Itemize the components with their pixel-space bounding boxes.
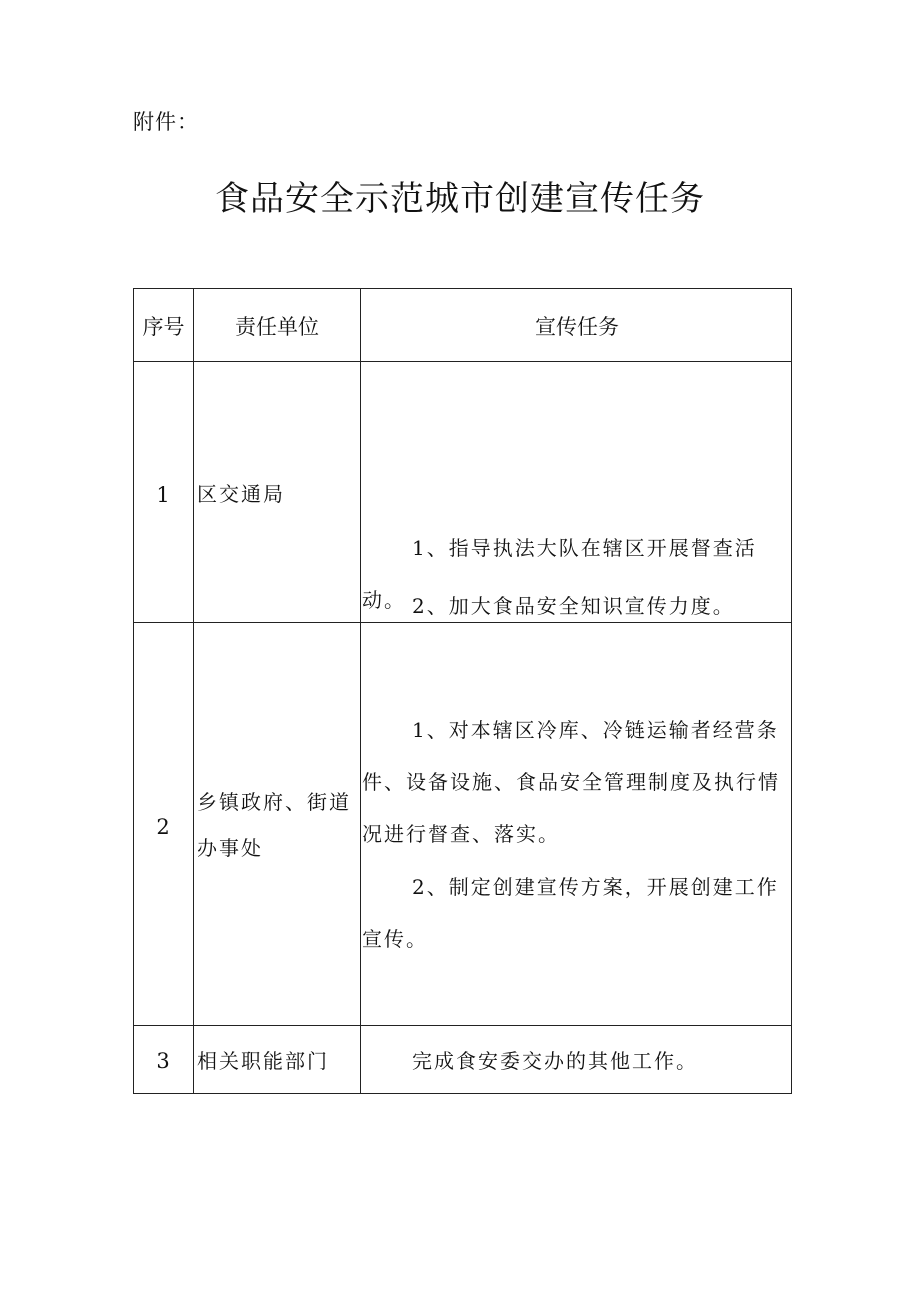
task-item: 完成食安委交办的其他工作。	[412, 1049, 698, 1073]
header-unit: 责任单位	[235, 315, 319, 339]
task-item: 2、制定创建宣传方案，开展创建工作宣传。	[362, 875, 779, 951]
responsible-unit: 相关职能部门	[197, 1049, 329, 1073]
header-no: 序号	[142, 315, 185, 339]
document-title: 食品安全示范城市创建宣传任务	[215, 179, 705, 219]
responsible-unit: 区交通局	[197, 482, 285, 506]
column-divider	[193, 289, 194, 1093]
row-divider	[134, 361, 791, 362]
attachment-label: 附件：	[133, 110, 199, 134]
task-table	[133, 288, 792, 1094]
task-item: 1、对本辖区冷库、冷链运输者经营条件、设备设施、食品安全管理制度及执行情况进行督查、落实。	[362, 718, 780, 846]
row-divider	[134, 1025, 791, 1026]
row-number: 3	[156, 1049, 170, 1073]
responsible-unit: 乡镇政府、街道办事处	[197, 790, 351, 860]
task-item: 1、指导执法大队在辖区开展督查活动。	[362, 536, 757, 612]
task-item: 2、加大食品安全知识宣传力度。	[412, 594, 735, 618]
row-number: 2	[156, 815, 170, 839]
row-number: 1	[156, 483, 170, 507]
column-divider	[360, 289, 361, 1093]
header-task: 宣传任务	[535, 315, 619, 339]
